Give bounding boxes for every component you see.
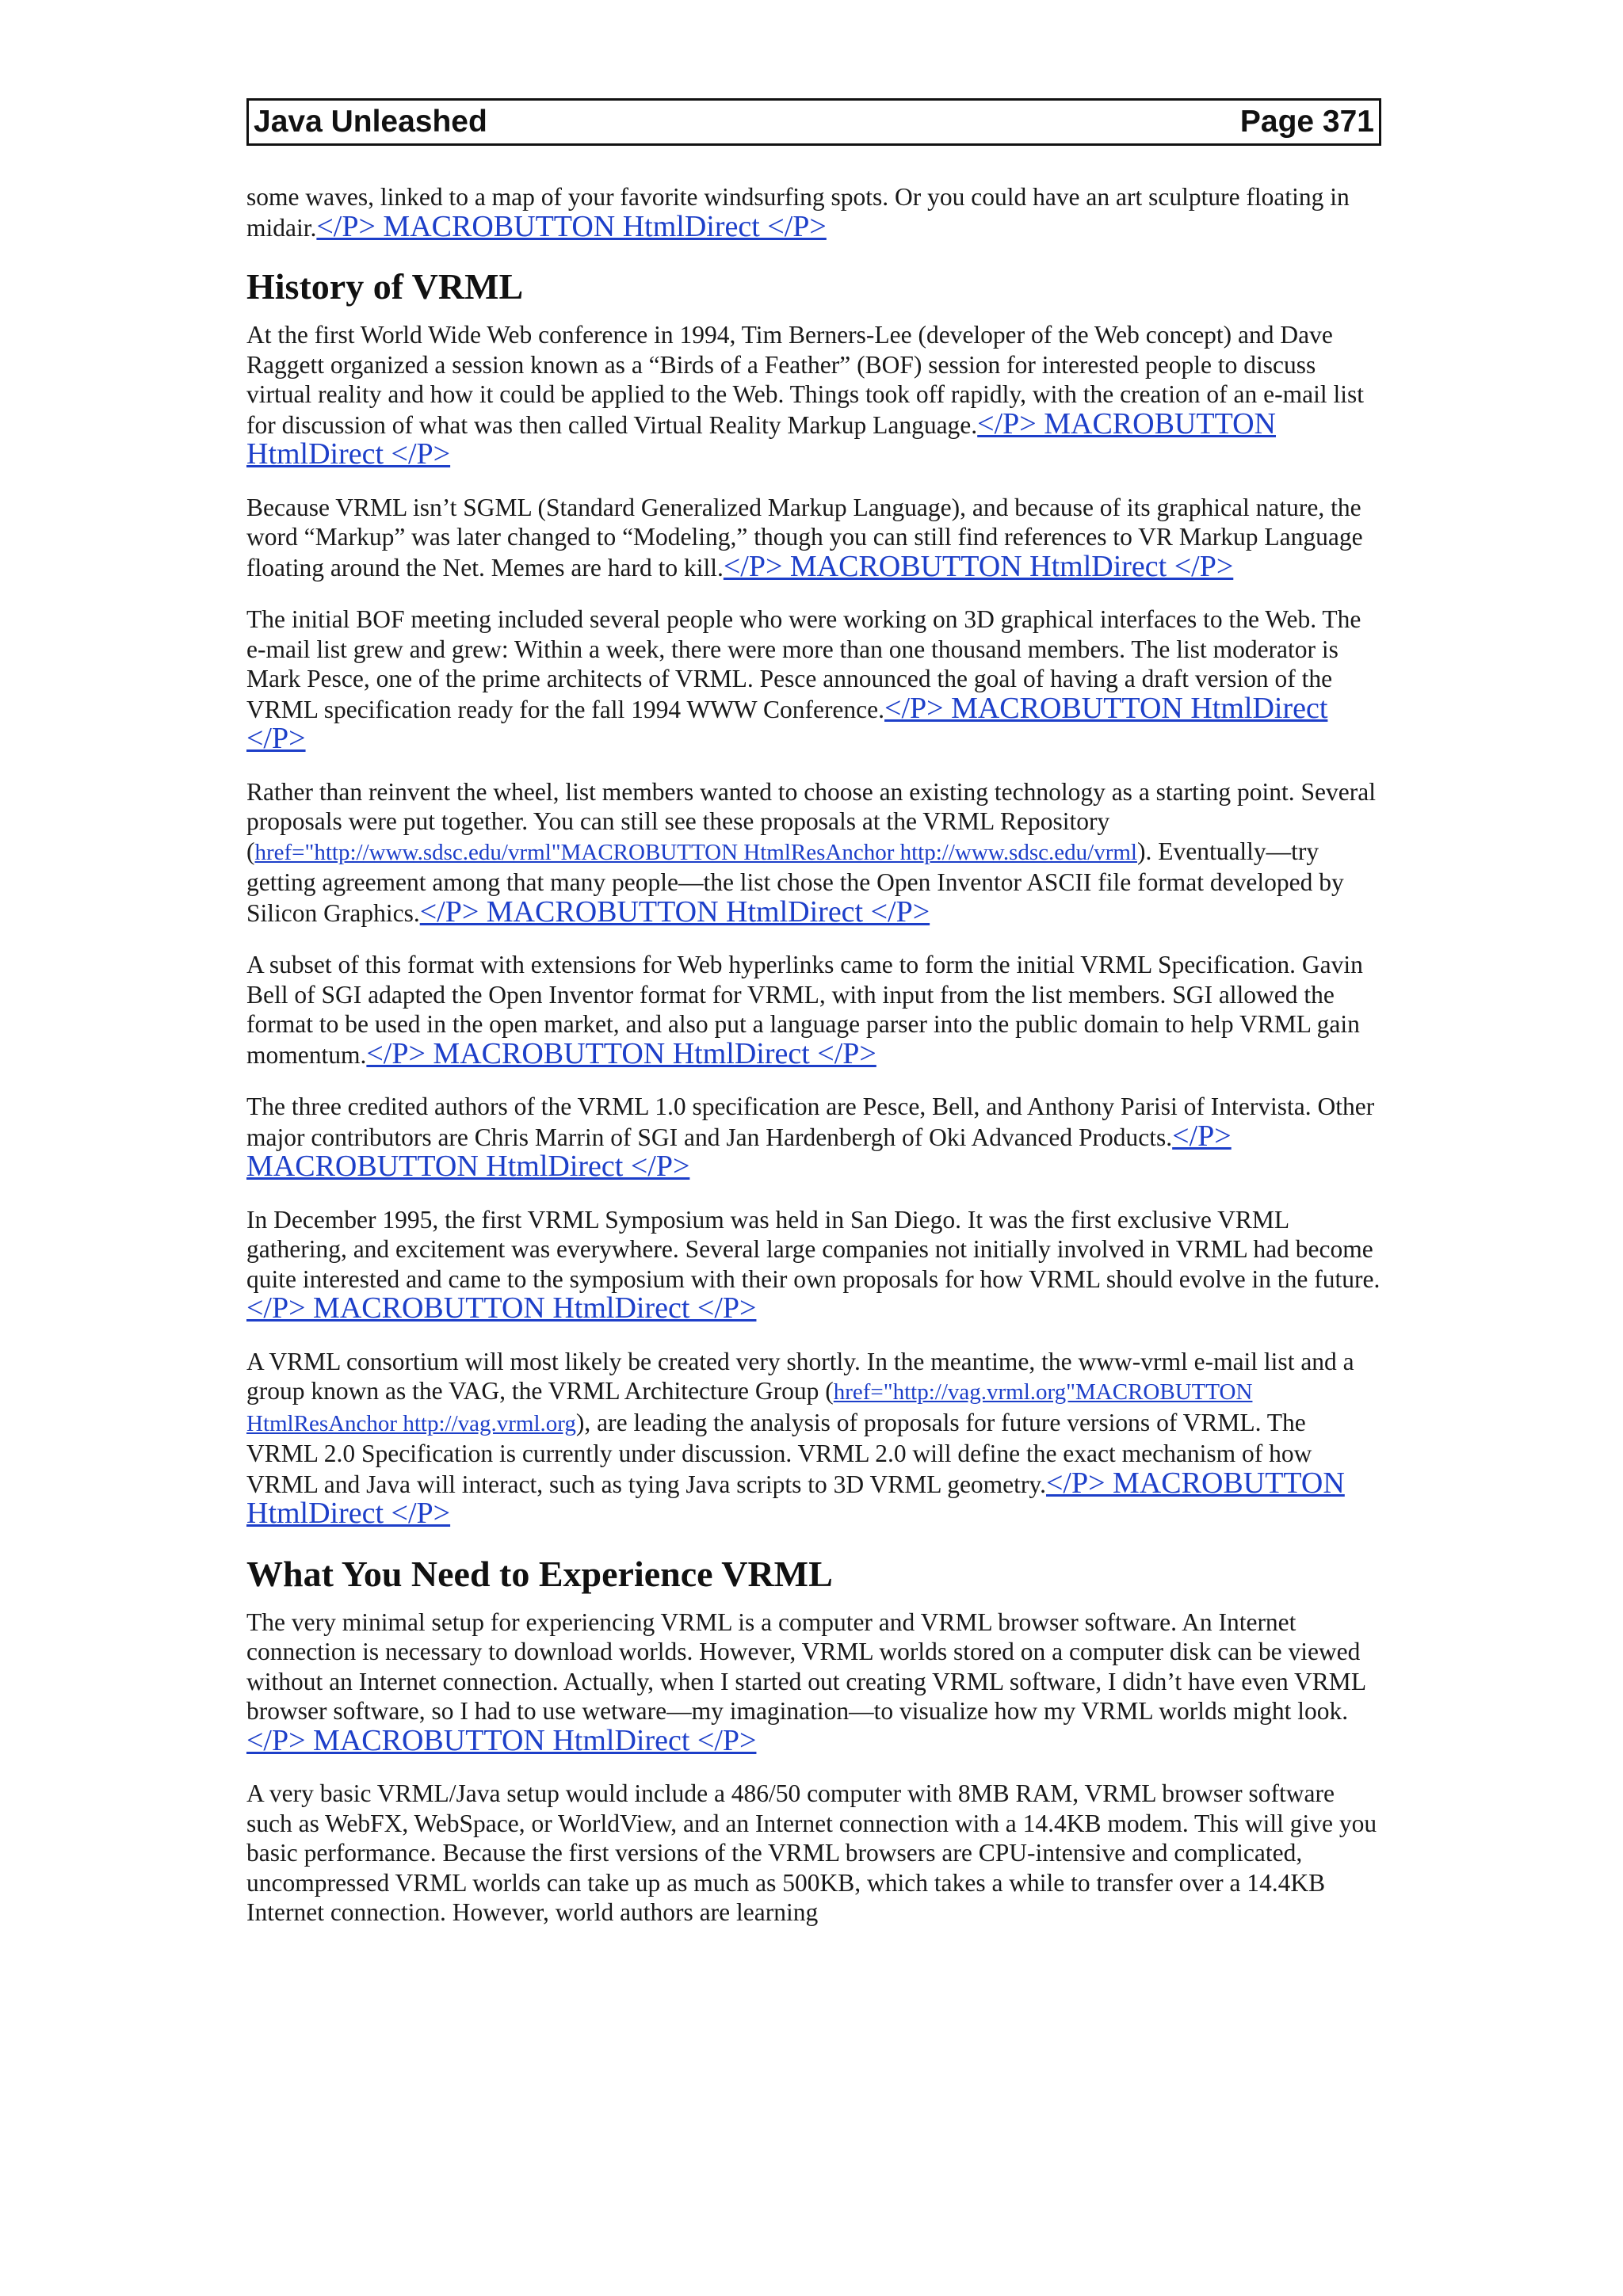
page-number: Page 371	[1239, 105, 1374, 139]
document-page	[246, 98, 1381, 1950]
paragraph: The very minimal setup for experiencing VRML is a computer and VRML browser software. An Internet connection is necessary to download worlds. However, VRML worlds stored on a computer disk can be viewed without an Internet connection. Actually, when I started out creating VRML software, I didn’t have even VRML browser software, so I had to use wetware—my imagination—to visualize how my VRML worlds might look.</P> MACROBUTTON HtmlDirect </P>	[246, 1608, 1365, 1757]
vrml-repository-link[interactable]: href="http://www.sdsc.edu/vrml"MACROBUTTON HtmlResAnchor http://www.sdsc.edu/vrml	[254, 839, 1137, 865]
section-heading-need: What You Need to Experience VRML	[246, 1553, 833, 1594]
macrobutton-link[interactable]: </P> MACROBUTTON HtmlDirect </P>	[723, 549, 1234, 583]
macrobutton-link[interactable]: </P> MACROBUTTON HtmlDirect </P>	[246, 1723, 757, 1757]
macrobutton-link[interactable]: </P> MACROBUTTON HtmlDirect </P>	[419, 894, 930, 929]
paragraph: A VRML consortium will most likely be created very shortly. In the meantime, the www-vrml e-mail list and a group known as the VAG, the VRML Architecture Group (href="http://vag.vrml.org"MACROBUTTON HtmlResAnchor http://vag.vrml.org), are leading the analysis of proposals for future versions of VRML. The VRML 2.0 Specification is currently under discussion. VRML 2.0 will define the exact mechanism of how VRML and Java will interact, such as tying Java scripts to 3D VRML geometry.</P> MACROBUTTON HtmlDirect </P>	[246, 1347, 1354, 1530]
macrobutton-link[interactable]: </P> MACROBUTTON HtmlDirect </P>	[246, 1119, 1232, 1183]
macrobutton-link[interactable]: </P> MACROBUTTON HtmlDirect </P>	[246, 691, 1328, 755]
macrobutton-link[interactable]: </P> MACROBUTTON HtmlDirect </P>	[366, 1036, 876, 1070]
paragraph: A subset of this format with extensions for Web hyperlinks came to form the initial VRML Specification. Gavin Bell of SGI adapted the Open Inventor format for VRML, with input from the list members. SGI allowed the format to be used in the open market, and also put a language parser into the public domain to help VRML gain momentum.</P> MACROBUTTON HtmlDirect </P>	[246, 951, 1363, 1070]
paragraph: Because VRML isn’t SGML (Standard Generalized Markup Language), and because of its graphical nature, the word “Markup” was later changed to “Modeling,” though you can still find references to VR Markup Language floating around the Net. Memes are hard to kill.</P> MACROBUTTON HtmlDirect </P>	[246, 493, 1363, 583]
paragraph: The three credited authors of the VRML 1.0 specification are Pesce, Bell, and Anthony Parisi of Intervista. Other major contributors are Chris Marrin of SGI and Jan Hardenbergh of Oki Advanced Products.</P> MACROBUTTON HtmlDirect </P>	[246, 1093, 1375, 1183]
paragraph: Rather than reinvent the wheel, list members wanted to choose an existing technology as a starting point. Several proposals were put together. You can still see these proposals at the VRML Repository (href="http://www.sdsc.edu/vrml"MACROBUTTON HtmlResAnchor http://www.sdsc.edu/vrml). Eventually—try getting agreement among that many people—the list chose the Open Inventor ASCII file format developed by Silicon Graphics.</P> MACROBUTTON HtmlDirect </P>	[246, 777, 1376, 929]
page-header	[246, 98, 1381, 146]
page-content	[246, 182, 1381, 1928]
macrobutton-link[interactable]: </P> MACROBUTTON HtmlDirect </P>	[316, 209, 827, 243]
macrobutton-link[interactable]: </P> MACROBUTTON HtmlDirect </P>	[246, 1466, 1345, 1530]
macrobutton-link[interactable]: </P> MACROBUTTON HtmlDirect </P>	[246, 406, 1276, 471]
section-heading-history: History of VRML	[246, 266, 524, 307]
paragraph: The initial BOF meeting included several people who were working on 3D graphical interfaces to the Web. The e-mail list grew and grew: Within a week, there were more than one thousand members. The list moderator is Mark Pesce, one of the prime architects of VRML. Pesce announced the goal of having a draft version of the VRML specification ready for the fall 1994 WWW Conference.</P> MACROBUTTON HtmlDirect </P>	[246, 605, 1361, 755]
paragraph: A very basic VRML/Java setup would include a 486/50 computer with 8MB RAM, VRML browser software such as WebFX, WebSpace, or WorldView, and an Internet connection with a 14.4KB modem. This will give you basic performance. Because the first versions of the VRML browsers are CPU-intensive and complicated, uncompressed VRML worlds can take up as much as 500KB, which takes a while to transfer over a 14.4KB Internet connection. However, world authors are learning	[246, 1779, 1377, 1926]
vag-link[interactable]: href="http://vag.vrml.org"MACROBUTTON HtmlResAnchor http://vag.vrml.org	[246, 1379, 1253, 1436]
paragraph: some waves, linked to a map of your favorite windsurfing spots. Or you could have an art sculpture floating in midair.</P> MACROBUTTON HtmlDirect </P>	[246, 183, 1350, 243]
paragraph: In December 1995, the first VRML Symposium was held in San Diego. It was the first exclusive VRML gathering, and excitement was everywhere. Several large companies not initially involved in VRML had become quite interested and came to the symposium with their own proposals for how VRML should evolve in the future.</P> MACROBUTTON HtmlDirect </P>	[246, 1205, 1381, 1325]
book-title: Java Unleashed	[254, 105, 487, 139]
paragraph: At the first World Wide Web conference in 1994, Tim Berners-Lee (developer of the Web concept) and Dave Raggett organized a session known as a “Birds of a Feather” (BOF) session for interested people to discuss virtual reality and how it could be applied to the Web. Things took off rapidly, with the creation of an e-mail list for discussion of what was then called Virtual Reality Markup Language.</P> MACROBUTTON HtmlDirect </P>	[246, 321, 1364, 471]
macrobutton-link[interactable]: </P> MACROBUTTON HtmlDirect </P>	[246, 1291, 757, 1325]
